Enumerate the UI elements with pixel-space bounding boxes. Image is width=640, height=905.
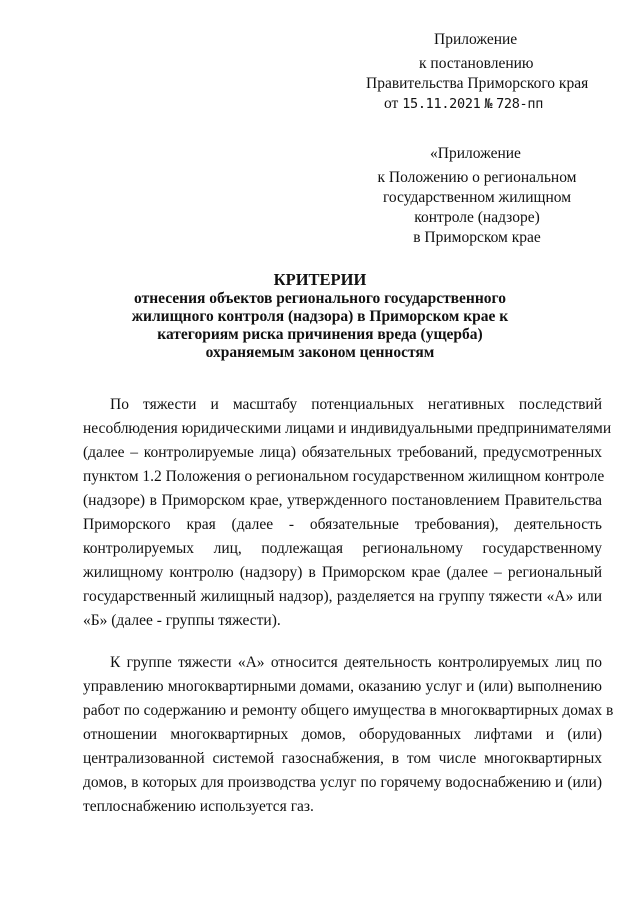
title-line3: категориям риска причинения вреда (ущерба) <box>157 326 483 343</box>
paragraph-line: централизованной системой газоснабжения, в том числе многоквартирных <box>83 750 602 767</box>
paragraph-line: (далее – контролируемые лица) обязательных требований, предусмотренных <box>83 444 602 461</box>
title-line1: отнесения объектов регионального государственного <box>134 290 506 307</box>
paragraph-line: домов, в которых для производства услуг по горячему водоснабжению и (или) <box>83 774 602 791</box>
header-government: Правительства Приморского края <box>366 75 589 92</box>
header-to-resolution: к постановлению <box>419 55 534 72</box>
paragraph-line: несоблюдения юридическими лицами и индивидуальными предпринимателями <box>83 420 612 437</box>
paragraph-line: По тяжести и масштабу потенциальных негативных последствий <box>110 396 602 413</box>
paragraph-line: отношении многоквартирных домов, оборудованных лифтами и (или) <box>83 726 602 743</box>
paragraph-line: К группе тяжести «А» относится деятельность контролируемых лиц по <box>110 654 602 671</box>
inner-appendix-line1: «Приложение <box>430 145 521 162</box>
number-sign: № <box>484 96 493 112</box>
inner-appendix-line2: к Положению о региональном <box>377 169 577 186</box>
paragraph-line: теплоснабжению используется газ. <box>83 798 314 815</box>
date-prefix: от <box>384 95 399 112</box>
inner-appendix-line5: в Приморском крае <box>413 229 541 246</box>
paragraph-line: управлению многоквартирными домами, оказанию услуг и (или) выполнению <box>83 678 602 695</box>
resolution-number: 728-пп <box>496 96 544 112</box>
title-line2: жилищного контроля (надзора) в Приморском крае к <box>131 308 509 325</box>
paragraph-line: пунктом 1.2 Положения о региональном государственном жилищном контроле <box>83 468 605 485</box>
paragraph-line: «Б» (далее - группы тяжести). <box>83 612 281 629</box>
paragraph-line: государственный жилищный надзор), разделяется на группу тяжести «А» или <box>83 588 602 605</box>
inner-appendix-line3: государственном жилищном <box>382 189 572 206</box>
paragraph-line: Приморского края (далее - обязательные требования), деятельность <box>83 516 602 533</box>
paragraph-line: (надзоре) в Приморском крае, утвержденного постановлением Правительства <box>83 492 602 509</box>
header-date-line <box>384 94 543 114</box>
document-title: КРИТЕРИИ <box>273 270 367 289</box>
paragraph-line: контролируемых лиц, подлежащая региональному государственному <box>83 540 602 557</box>
paragraph-line: жилищному контролю (надзору) в Приморском крае (далее – региональный <box>83 564 602 581</box>
inner-appendix-line4: контроле (надзоре) <box>414 209 540 226</box>
resolution-date: 15.11.2021 <box>402 96 481 112</box>
header-appendix: Приложение <box>434 31 518 48</box>
inner-appendix-body <box>352 168 602 248</box>
paragraph-line: работ по содержанию и ремонту общего имущества в многоквартирных домах в <box>83 702 614 719</box>
title-line4: охраняемым законом ценностям <box>205 344 435 361</box>
